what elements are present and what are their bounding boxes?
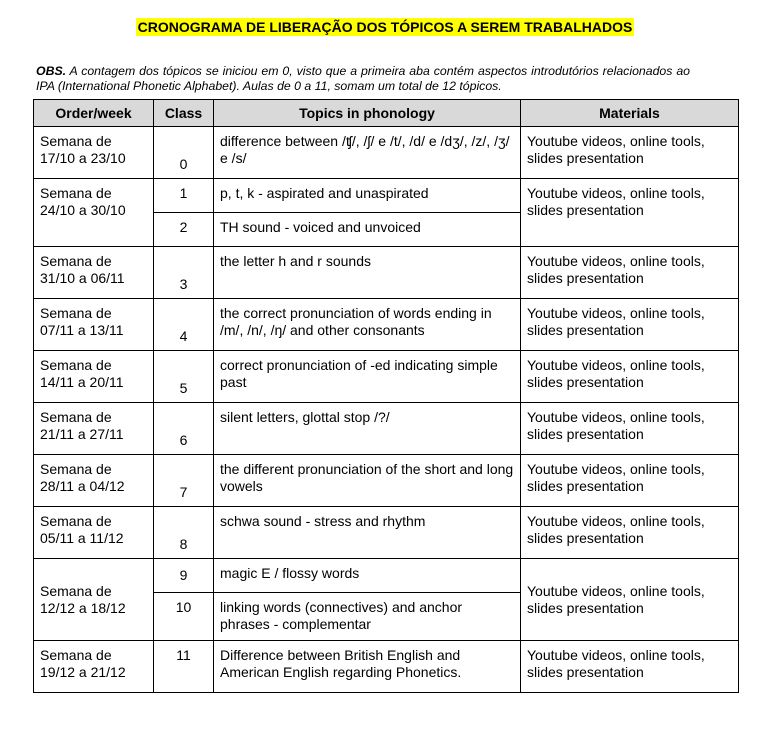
materials-cell: Youtube videos, online tools, slides presentation	[521, 455, 739, 507]
materials-cell: Youtube videos, online tools, slides presentation	[521, 641, 739, 693]
topic-cell: p, t, k - aspirated and unaspirated	[214, 179, 521, 213]
schedule-table	[33, 99, 739, 693]
week-cell: Semana de 14/11 a 20/11	[34, 351, 154, 403]
materials-cell: Youtube videos, online tools, slides presentation	[521, 507, 739, 559]
topic-cell: linking words (connectives) and anchor phrases - complementar	[214, 593, 521, 641]
materials-cell: Youtube videos, online tools, slides presentation	[521, 127, 739, 179]
table-row	[34, 247, 739, 299]
header-order-week: Order/week	[34, 100, 154, 127]
class-cell: 8	[154, 507, 214, 559]
week-cell: Semana de 31/10 a 06/11	[34, 247, 154, 299]
topic-cell: difference between /ʧ/, /ʃ/ e /t/, /d/ e /dʒ/, /z/, /ʒ/ e /s/	[214, 127, 521, 179]
topic-cell: magic E / flossy words	[214, 559, 521, 593]
table-row	[34, 299, 739, 351]
table-row	[34, 403, 739, 455]
topic-cell: correct pronunciation of -ed indicating simple past	[214, 351, 521, 403]
table-header-row	[34, 100, 739, 127]
topic-cell: the different pronunciation of the short and long vowels	[214, 455, 521, 507]
obs-text: A contagem dos tópicos se iniciou em 0, visto que a primeira aba contém aspectos introdutórios relacionados ao IPA (International Phonetic Alphabet). Aulas de 0 a 11, somam um total de 12 tópicos.	[36, 64, 690, 93]
class-cell: 6	[154, 403, 214, 455]
class-cell: 4	[154, 299, 214, 351]
table-row	[34, 455, 739, 507]
week-cell: Semana de 05/11 a 11/12	[34, 507, 154, 559]
header-topics: Topics in phonology	[214, 100, 521, 127]
table-row	[34, 351, 739, 403]
topic-cell: TH sound - voiced and unvoiced	[214, 213, 521, 247]
header-class: Class	[154, 100, 214, 127]
topic-cell: schwa sound - stress and rhythm	[214, 507, 521, 559]
class-cell: 9	[154, 559, 214, 593]
class-cell: 10	[154, 593, 214, 641]
materials-cell: Youtube videos, online tools, slides presentation	[521, 247, 739, 299]
materials-cell: Youtube videos, online tools, slides presentation	[521, 299, 739, 351]
header-materials: Materials	[521, 100, 739, 127]
week-cell: Semana de 07/11 a 13/11	[34, 299, 154, 351]
week-cell: Semana de 28/11 a 04/12	[34, 455, 154, 507]
topic-cell: silent letters, glottal stop /?/	[214, 403, 521, 455]
table-row	[34, 507, 739, 559]
class-cell: 0	[154, 127, 214, 179]
week-cell: Semana de 24/10 a 30/10	[34, 179, 154, 247]
topic-cell: Difference between British English and American English regarding Phonetics.	[214, 641, 521, 693]
obs-note	[36, 64, 690, 94]
week-cell: Semana de 21/11 a 27/11	[34, 403, 154, 455]
materials-cell: Youtube videos, online tools, slides presentation	[521, 351, 739, 403]
class-cell: 11	[154, 641, 214, 693]
week-cell: Semana de 17/10 a 23/10	[34, 127, 154, 179]
week-cell: Semana de 19/12 a 21/12	[34, 641, 154, 693]
topic-cell: the correct pronunciation of words ending in /m/, /n/, /ŋ/ and other consonants	[214, 299, 521, 351]
class-cell: 3	[154, 247, 214, 299]
materials-cell: Youtube videos, online tools, slides presentation	[521, 403, 739, 455]
table-row	[34, 127, 739, 179]
title-container	[0, 18, 770, 37]
table-row	[34, 641, 739, 693]
class-cell: 7	[154, 455, 214, 507]
class-cell: 5	[154, 351, 214, 403]
table-row	[34, 179, 739, 213]
obs-label: OBS.	[36, 64, 67, 78]
materials-cell: Youtube videos, online tools, slides presentation	[521, 179, 739, 247]
page-title: CRONOGRAMA DE LIBERAÇÃO DOS TÓPICOS A SEREM TRABALHADOS	[137, 19, 633, 35]
topic-cell: the letter h and r sounds	[214, 247, 521, 299]
materials-cell: Youtube videos, online tools, slides presentation	[521, 559, 739, 641]
class-cell: 2	[154, 213, 214, 247]
class-cell: 1	[154, 179, 214, 213]
week-cell: Semana de 12/12 a 18/12	[34, 559, 154, 641]
table-row	[34, 559, 739, 593]
